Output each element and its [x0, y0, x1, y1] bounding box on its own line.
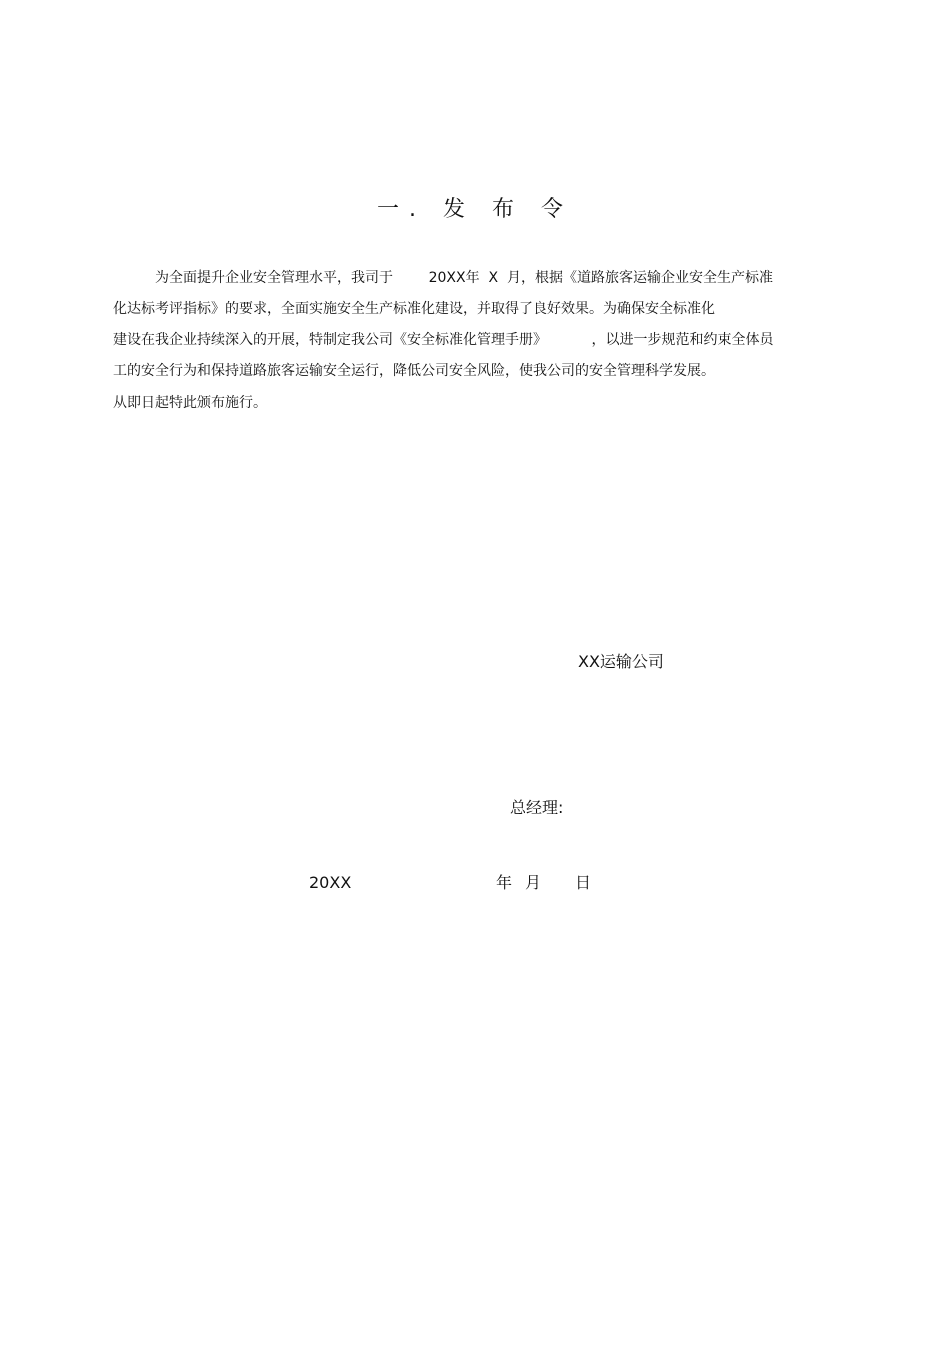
- body-line-4: 工的安全行为和保持道路旅客运输安全运行，降低公司安全风险，使我公司的安全管理科学发展。: [113, 363, 715, 379]
- manager-label: 总经理:: [510, 798, 564, 817]
- body-line-5: 从即日起特此颁布施行。: [113, 395, 267, 411]
- document-title: 一. 发 布 令: [377, 197, 573, 222]
- body-line-2: 化达标考评指标》的要求，全面实施安全生产标准化建设，并取得了良好效果。为确保安全标准化: [113, 301, 715, 317]
- body-line-3: 建设在我企业持续深入的开展，特制定我公司《安全标准化管理手册》 ，以进一步规范和约束全体员: [113, 332, 774, 348]
- date-month-label: 月: [525, 873, 542, 892]
- date-year: 20XX: [309, 873, 352, 892]
- body-line-1: 为全面提升企业安全管理水平，我司于 20XX年 X 月，根据《道路旅客运输企业安全生产标准: [155, 270, 773, 286]
- date-year-label: 年: [496, 873, 513, 892]
- company-name: XX运输公司: [578, 652, 664, 671]
- date-day-label: 日: [575, 873, 592, 892]
